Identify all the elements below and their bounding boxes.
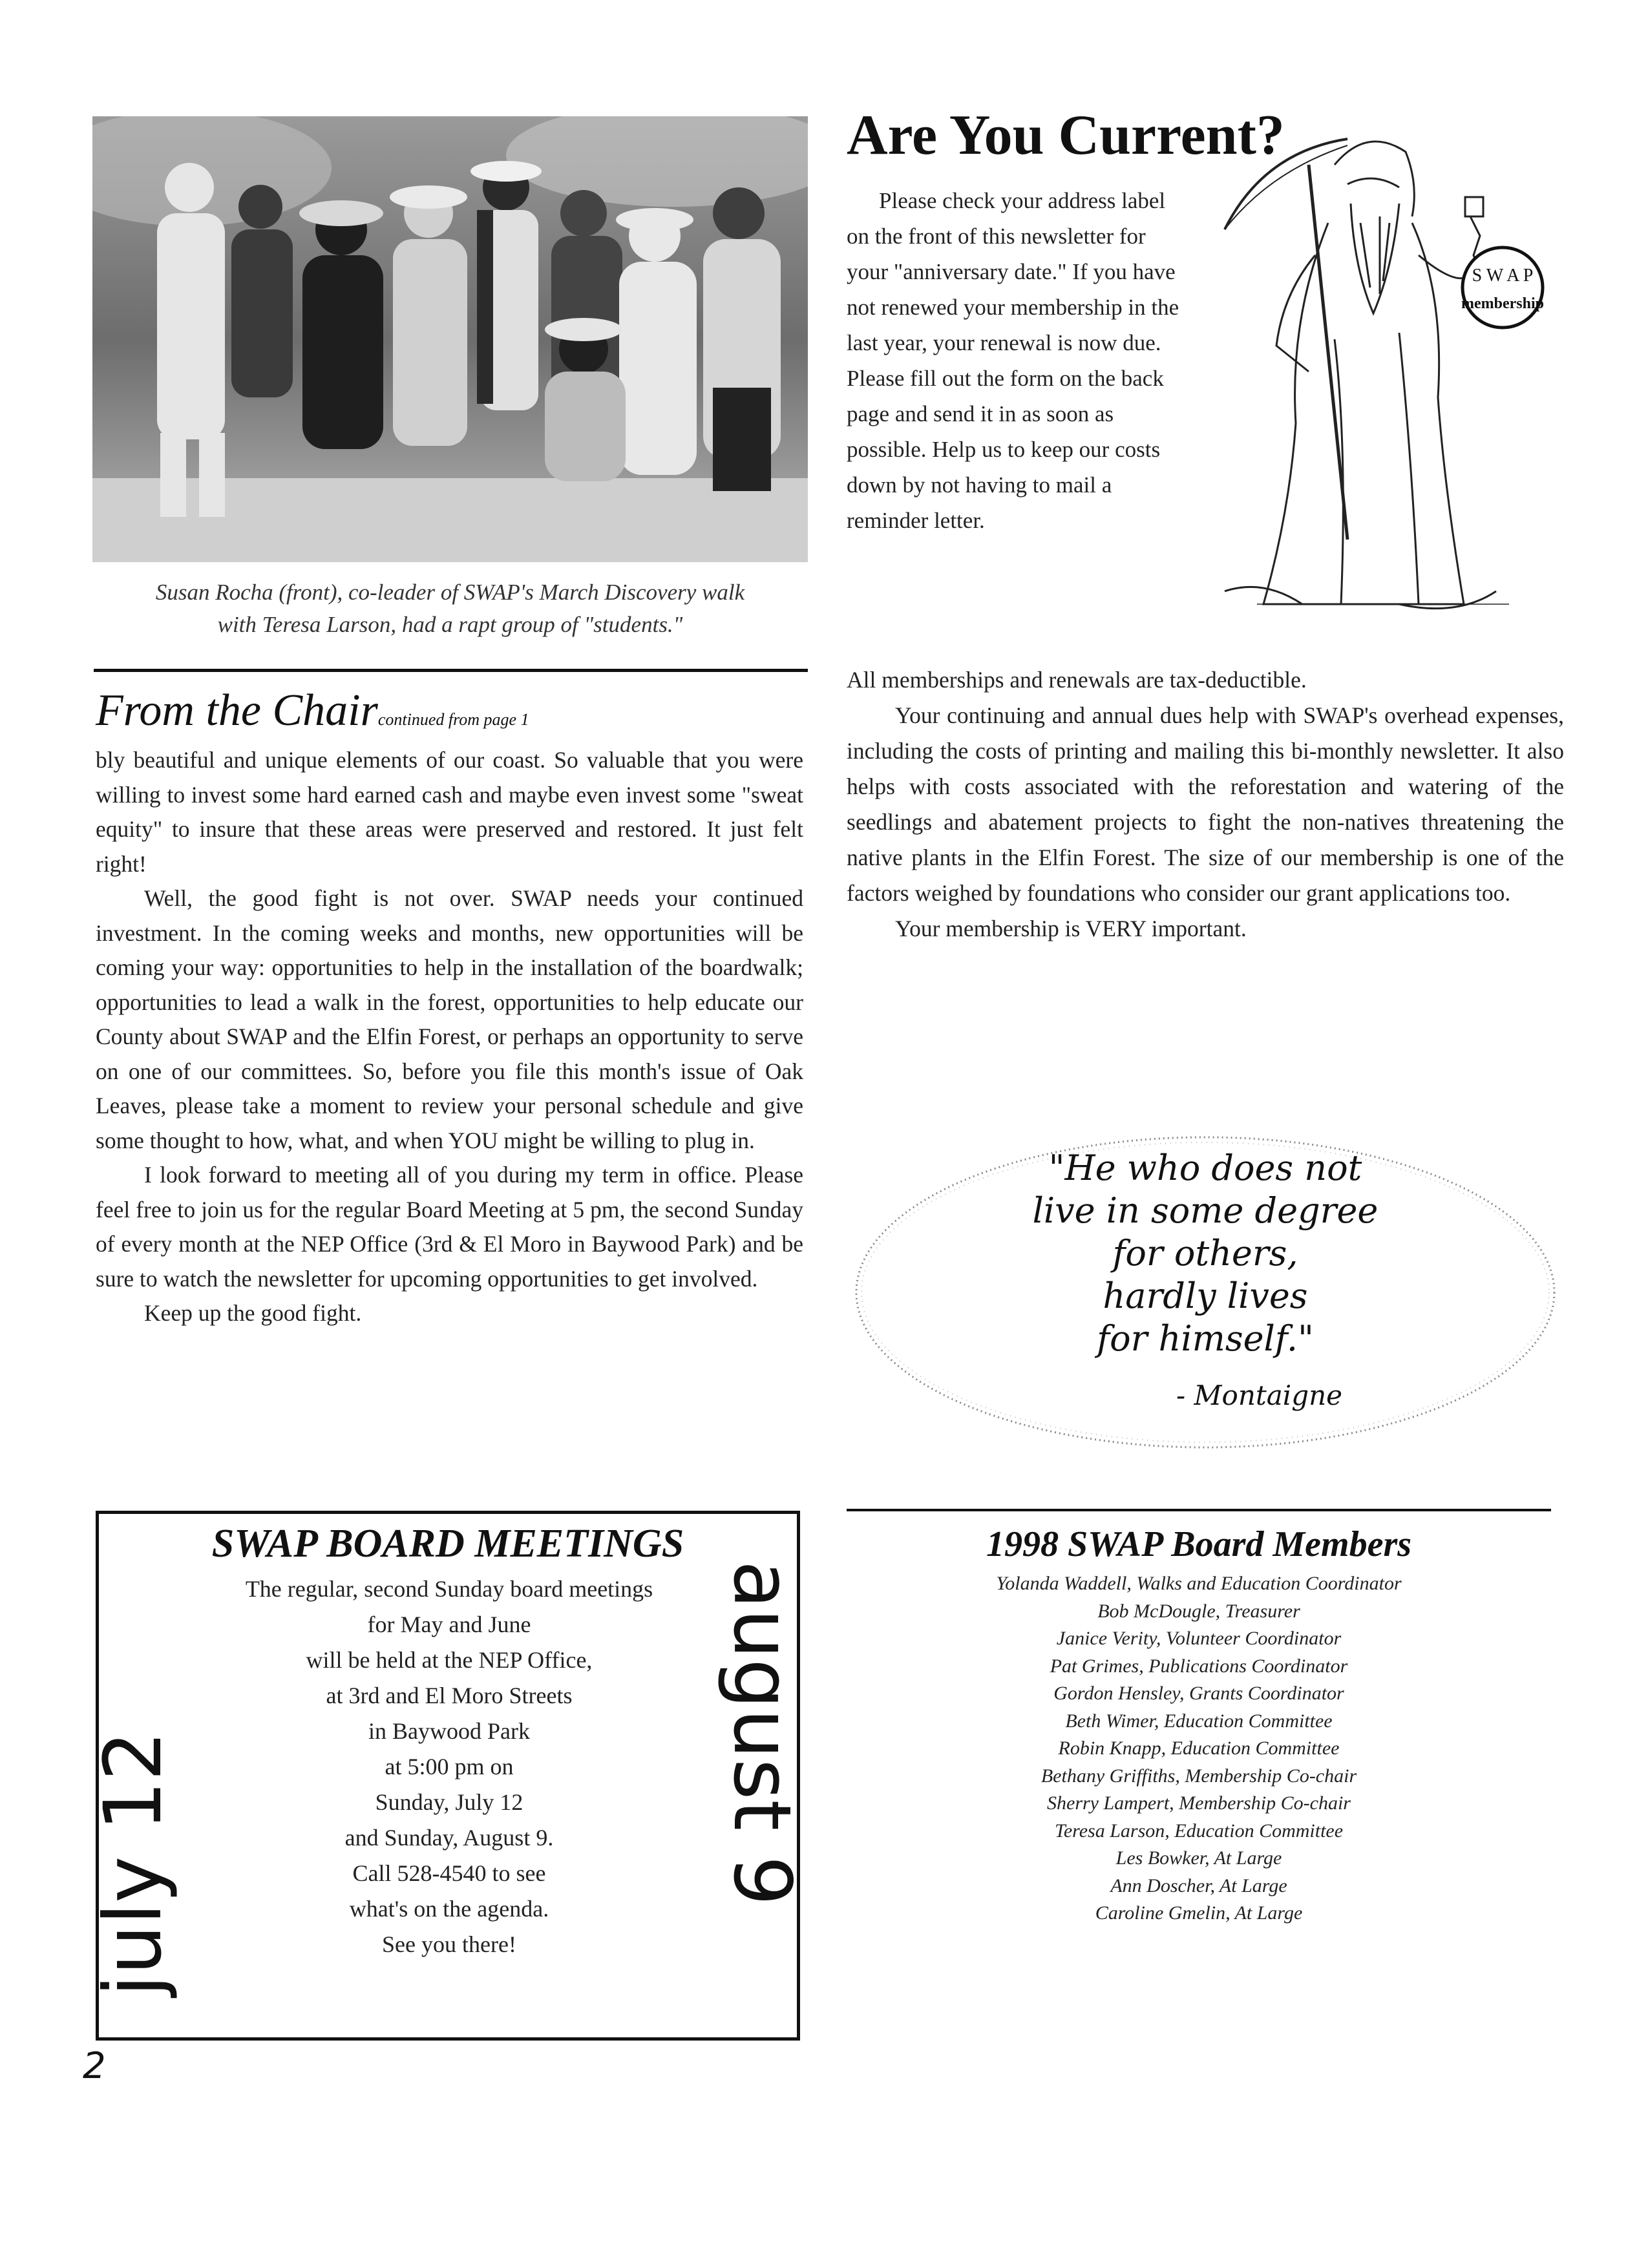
badge-swap-text: S W A P — [1472, 266, 1534, 286]
board-members-title: 1998 SWAP Board Members — [986, 1524, 1412, 1564]
board-top-rule — [847, 1509, 1551, 1511]
meetings-line-2: for May and June — [367, 1612, 531, 1637]
chair-paragraph-1: bly beautiful and unique elements of our coast. So valuable that you were willing to invest some hard earned cash and maybe even invest some "sweat equity" to insure that these areas were preserved and restored. It just felt right! — [96, 747, 803, 877]
vertical-date-august: august 9 — [716, 1560, 808, 1906]
chair-paragraph-4: Keep up the good fight. — [144, 1300, 362, 1326]
quote-line-5: for himself." — [1097, 1318, 1314, 1359]
chair-top-rule — [94, 669, 808, 672]
current-rest-text — [847, 662, 1564, 947]
group-photo-image — [92, 116, 808, 562]
board-member: Yolanda Waddell, Walks and Education Coordinator — [996, 1573, 1402, 1594]
board-member: Bob McDougle, Treasurer — [1097, 1600, 1300, 1622]
quote-line-4: hardly lives — [1103, 1276, 1308, 1316]
meetings-line-11: See you there! — [382, 1931, 516, 1957]
page-number: 2 — [83, 2045, 106, 2087]
chair-paragraph-2: Well, the good fight is not over. SWAP needs your continued investment. In the coming weeks and months, new opportunities will be coming your way: opportunities to help in the installation of the boardwalk; opportunities to lead a walk in the forest, opportunities to help educate our County about SWAP and the Elfin Forest, or perhaps an opportunity to serve on one of our committees. So, before you file this month's issue of Oak Leaves, please take a moment to review your personal schedule and give some thought to how, what, and when YOU might be willing to plug in. — [96, 885, 803, 1153]
current-paragraph-dues: Your continuing and annual dues help with SWAP's overhead expenses, including the costs of printing and mailing this bi-monthly newsletter. It also helps with costs associated with the reforestation and watering of the seedlings and abatement projects to fight the non-natives threatening the native plants in the Elfin Forest. The size of our membership is one of the factors weighed by foundations who consider our grant applications too. — [847, 702, 1564, 906]
chair-paragraph-3: I look forward to meeting all of you during my term in office. Please feel free to join us for the regular Board Meeting at 5 pm, the second Sunday of every month at the NEP Office (3rd & El Moro in Baywood Park) and be sure to watch the newsletter for upcoming opportunities to get involved. — [96, 1162, 803, 1292]
photo-caption-line-2: with Teresa Larson, had a rapt group of "students." — [217, 612, 683, 637]
chair-title: From the Chair — [96, 686, 378, 735]
board-meetings-title: SWAP BOARD MEETINGS — [211, 1522, 684, 1566]
group-photo — [92, 116, 808, 562]
board-member: Janice Verity, Volunteer Coordinator — [1056, 1628, 1342, 1649]
board-meetings-text — [171, 1571, 727, 1962]
grim-reaper-illustration — [1186, 126, 1548, 636]
board-member: Teresa Larson, Education Committee — [1054, 1820, 1344, 1842]
current-intro-paragraph: Please check your address label on the front of this newsletter for your "anniversary date." If you have not renewed your membership in the last year, your renewal is now due. Please fill out the form on the back page and send it in as soon as possible. Help us to keep our costs down by not having to mail a reminder letter. — [847, 188, 1179, 533]
board-members-list — [847, 1570, 1551, 1927]
quote-line-2: live in some degree — [1032, 1190, 1379, 1231]
meetings-line-4: at 3rd and El Moro Streets — [326, 1683, 573, 1708]
meetings-line-7: Sunday, July 12 — [375, 1789, 523, 1815]
board-member: Gordon Hensley, Grants Coordinator — [1053, 1683, 1344, 1704]
board-member: Bethany Griffiths, Membership Co-chair — [1041, 1765, 1357, 1787]
chair-heading — [96, 685, 807, 746]
quote-line-3: for others, — [1112, 1233, 1298, 1274]
meetings-line-6: at 5:00 pm on — [385, 1754, 514, 1780]
meetings-line-1: The regular, second Sunday board meetings — [245, 1576, 653, 1602]
board-member: Ann Doscher, At Large — [1110, 1874, 1287, 1896]
board-member: Robin Knapp, Education Committee — [1058, 1738, 1340, 1759]
chair-article-body — [96, 743, 803, 1331]
board-member: Les Bowker, At Large — [1115, 1847, 1282, 1869]
chair-continued-note: continued from page 1 — [377, 710, 529, 729]
meetings-line-10: what's on the agenda. — [349, 1896, 549, 1922]
board-member: Beth Wimer, Education Committee — [1065, 1710, 1333, 1732]
current-column-text — [847, 183, 1192, 538]
board-member: Sherry Lampert, Membership Co-chair — [1047, 1792, 1351, 1814]
vertical-date-july: july 12 — [87, 1730, 179, 1997]
meetings-line-8: and Sunday, August 9. — [344, 1825, 554, 1851]
photo-caption-line-1: Susan Rocha (front), co-leader of SWAP's March Discovery walk — [155, 580, 745, 605]
current-paragraph-important: Your membership is VERY important. — [895, 916, 1247, 941]
badge-membership-text: membership — [1461, 295, 1544, 312]
meetings-line-3: will be held at the NEP Office, — [306, 1647, 593, 1673]
meetings-line-9: Call 528-4540 to see — [352, 1860, 546, 1886]
current-paragraph-tax: All memberships and renewals are tax-deductible. — [847, 667, 1307, 693]
photo-caption — [92, 576, 808, 641]
board-member: Caroline Gmelin, At Large — [1095, 1902, 1303, 1924]
board-member: Pat Grimes, Publications Coordinator — [1050, 1655, 1348, 1677]
current-title: Are You Current? — [847, 104, 1285, 167]
meetings-line-5: in Baywood Park — [368, 1718, 530, 1744]
quote-author: - Montaigne — [1176, 1380, 1343, 1411]
membership-badge — [1461, 247, 1544, 328]
quote-line-1: "He who does not — [1048, 1148, 1362, 1188]
quote-text — [956, 1147, 1454, 1360]
